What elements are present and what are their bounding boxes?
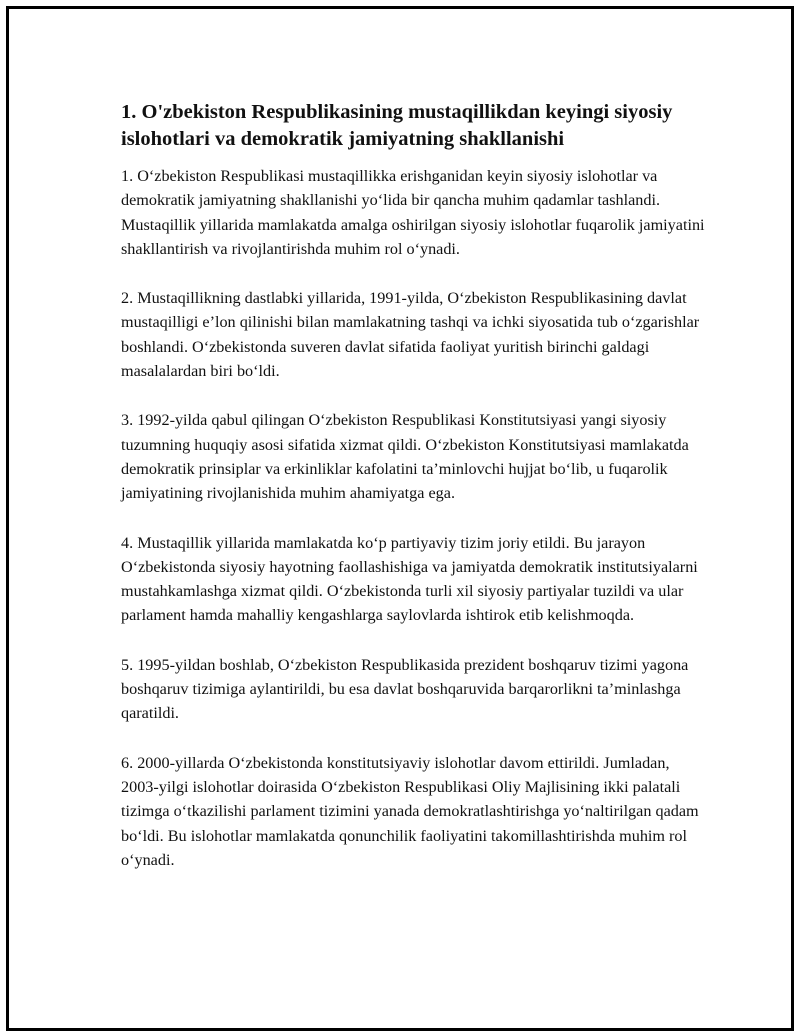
document-body [121, 99, 711, 897]
document-title: 1. O'zbekiston Respublikasining mustaqillikdan keyingi siyosiy islohotlari va demokratik jamiyatning shakllanishi [121, 101, 673, 150]
page-frame [6, 6, 794, 1031]
paragraph-3: 3. 1992-yilda qabul qilingan O‘zbekiston Respublikasi Konstitutsiyasi yangi siyosiy tuzumning huquqiy asosi sifatida xizmat qildi. O‘zbekiston Konstitutsiyasi mamlakatda demokratik prinsiplar va erkinliklar kafolatini ta’minlovchi hujjat bo‘lib, u fuqarolik jamiyatining rivojlanishida muhim ahamiyatga ega. [121, 411, 689, 503]
paragraph-2: 2. Mustaqillikning dastlabki yillarida, 1991-yilda, O‘zbekiston Respublikasining davlat mustaqilligi e’lon qilinishi bilan mamlakatning tashqi va ichki siyosatida tub o‘zgarishlar boshlandi. O‘zbekistonda suveren davlat sifatida faoliyat yuritish birinchi galdagi masalalardan biri bo‘ldi. [121, 289, 700, 381]
paragraph-1: 1. O‘zbekiston Respublikasi mustaqillikka erishganidan keyin siyosiy islohotlar va demokratik jamiyatning shakllanishi yo‘lida bir qancha muhim qadamlar tashlandi. Mustaqillik yillarida mamlakatda amalga oshirilgan siyosiy islohotlar fuqarolik jamiyatini shakllantirish va rivojlantirishda muhim rol o‘ynadi. [121, 167, 705, 258]
paragraph-4: 4. Mustaqillik yillarida mamlakatda ko‘p partiyaviy tizim joriy etildi. Bu jarayon O‘zbekistonda siyosiy hayotning faollashishiga va jamiyatda demokratik institutsiyalarni mustahkamlashga xizmat qildi. O‘zbekistonda turli xil siyosiy partiyalar tuzildi va ular parlament hamda mahalliy kengashlarga saylovlarda ishtirok etib kelishmoqda. [121, 533, 698, 625]
paragraph-5: 5. 1995-yildan boshlab, O‘zbekiston Respublikasida prezident boshqaruv tizimi yagona boshqaruv tizimiga aylantirildi, bu esa davlat boshqaruvida barqarorlikni ta’minlashga qaratildi. [121, 655, 689, 723]
paragraph-6: 6. 2000-yillarda O‘zbekistonda konstitutsiyaviy islohotlar davom ettirildi. Jumladan, 2003-yilgi islohotlar doirasida O‘zbekiston Respublikasi Oliy Majlisining ikki palatali tizimga o‘tkazilishi parlament tizimini yanada demokratlashtirishga yo‘naltirilgan qadam bo‘ldi. Bu islohotlar mamlakatda qonunchilik faoliyatini takomillashtirishda muhim rol o‘ynadi. [121, 753, 699, 869]
